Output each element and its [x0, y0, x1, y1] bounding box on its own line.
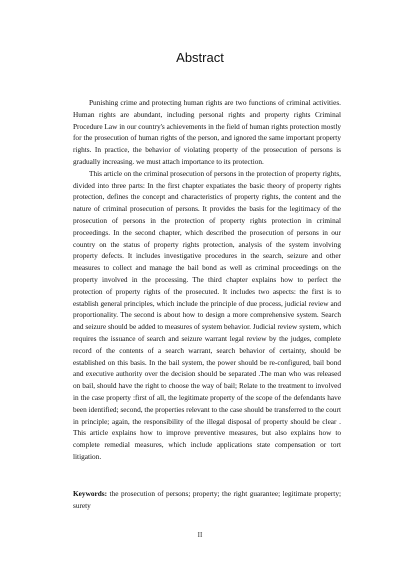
- page-title: Abstract: [176, 50, 224, 65]
- keywords-text: the prosecution of persons; property; the right guarantee; legitimate property; surety: [73, 489, 341, 510]
- keywords-label: Keywords:: [73, 489, 108, 498]
- abstract-paragraph-1: Punishing crime and protecting human rights are two functions of criminal activities. Human rights are abundant, including personal rights and property rights Criminal Procedure Law in our country's achievements in the field of human rights protection mostly for the prosecution of human rights of the person, and ignored the same important property rights. In practice, the behavior of violating property of the prosecution of persons is gradually increasing. we must attach importance to its protection.: [73, 98, 341, 166]
- abstract-body: [73, 97, 341, 463]
- keywords-line: [73, 488, 341, 512]
- page-number: II: [197, 531, 203, 539]
- abstract-paragraph-2: This article on the criminal prosecution of persons in the protection of property rights, divided into three parts: In the first chapter expatiates the basic theory of property rights protection, defines the concept and characteristics of property rights, the content and the nature of criminal prosecution of persons. It provides the basis for the legitimacy of the prosecution of persons in the protection of property rights protection in criminal proceedings. In the second chapter, which described the prosecution of persons in our country on the status of property rights protection, analysis of the system involving property defects. It includes investigative procedures in the search, seizure and other measures to collect and manage the bail bond as well as criminal proceedings on the property involved in the processing. The third chapter explains how to perfect the protection of property rights of the prosecuted. It includes two aspects: the first is to establish general principles, which include the principle of due process, judicial review and proportionality. The second is about how to design a more comprehensive system. Search and seizure should be added to measures of system behavior. Judicial review system, which requires the issuance of search and seizure warrant legal review by the judges, complete record of the contents of a search warrant, search behavior of certainty, should be established on this basis. In the bail system, the power should be re-configured, bail bond and executive authority over the decision should be separated .The man who was released on bail, should have the right to choose the way of bail; Relate to the treatment to involved in the case property :first of all, the legitimate property of the scope of the defendants have been identified; second, the properties relevant to the case should be transferred to the court in principle; again, the responsibility of the illegal disposal of property should be clear . This article explains how to improve preventive measures, but also explains how to complete remedial measures, which include applications state compensation or tort litigation.: [73, 168, 341, 461]
